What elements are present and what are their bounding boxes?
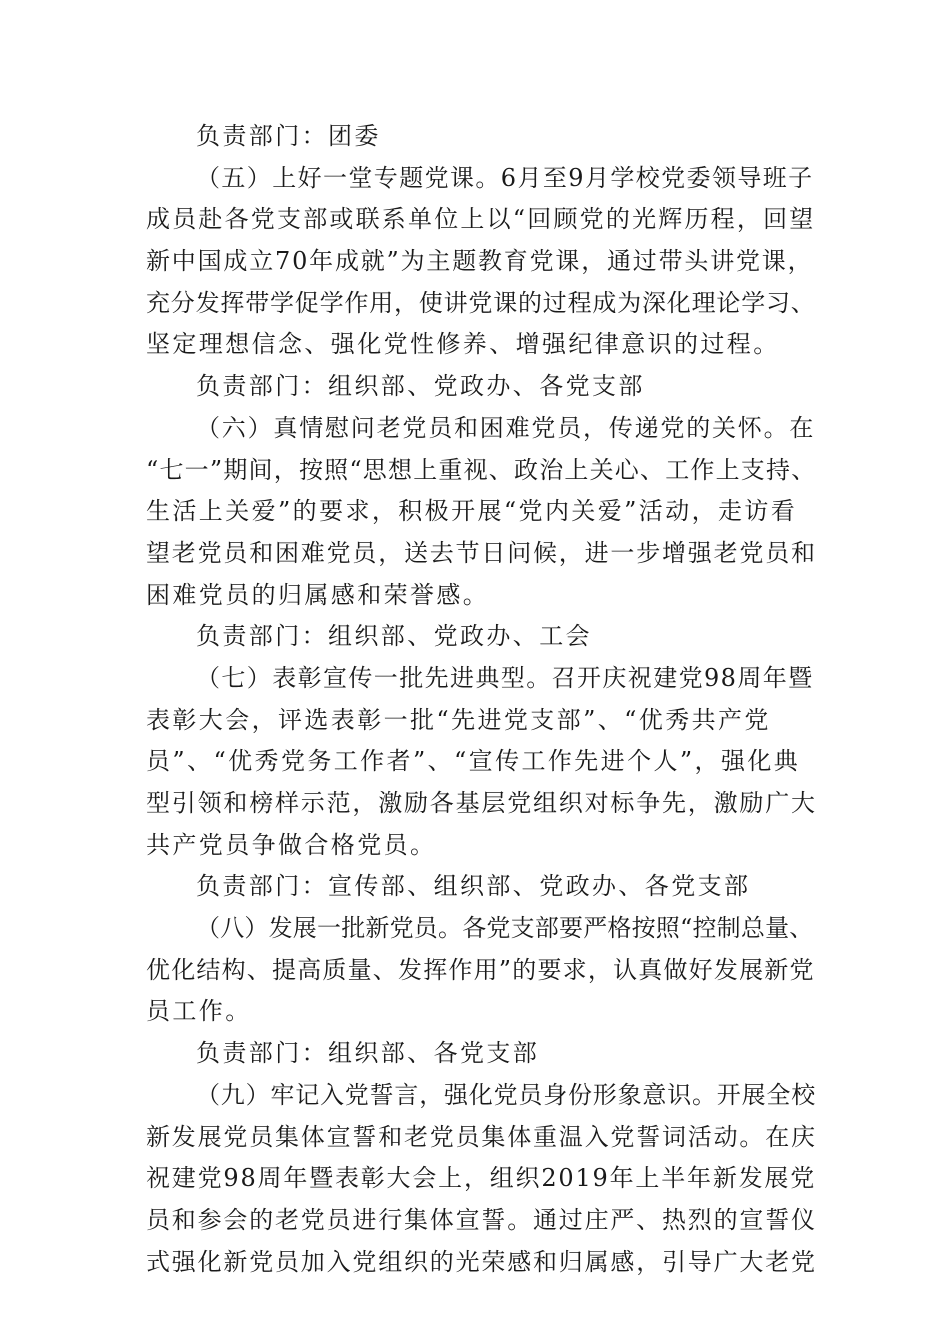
paragraph-line: 困难党员的归属感和荣誉感。 <box>146 580 490 609</box>
paragraph-line: 新发展党员集体宣誓和老党员集体重温入党誓词活动。在庆 <box>146 1122 817 1151</box>
document-body <box>146 116 818 1283</box>
paragraph-line: 员”、“优秀党务工作者”、“宣传工作先进个人”，强化典 <box>146 747 801 776</box>
paragraph-5-heading-line: （五）上好一堂专题党课。6月至9月学校党委领导班子 <box>196 163 814 192</box>
paragraph-line: 祝建党98周年暨表彰大会上，组织2019年上半年新发展党 <box>146 1164 817 1193</box>
paragraph-line: 望老党员和困难党员，送去节日问候，进一步增强老党员和 <box>146 538 817 567</box>
responsible-dept-line: 负责部门：组织部、各党支部 <box>196 1039 540 1068</box>
paragraph-line: 生活上关爱”的要求，积极开展“党内关爱”活动，走访看 <box>146 497 798 526</box>
responsible-dept-line: 负责部门：宣传部、组织部、党政办、各党支部 <box>196 872 751 901</box>
paragraph-line: 充分发挥带学促学作用，使讲党课的过程成为深化理论学习、 <box>146 288 816 317</box>
paragraph-line: 优化结构、提高质量、发挥作用”的要求，认真做好发展新党 <box>146 955 815 984</box>
responsible-dept-line: 负责部门：组织部、党政办、各党支部 <box>196 372 645 401</box>
paragraph-9-heading-line: （九）牢记入党誓言，强化党员身份形象意识。开展全校 <box>196 1080 816 1109</box>
paragraph-line: 成员赴各党支部或联系单位上以“回顾党的光辉历程，回望 <box>146 205 816 234</box>
paragraph-line: 表彰大会，评选表彰一批“先进党支部”、“优秀共产党 <box>146 705 771 734</box>
paragraph-line: 新中国成立70年成就”为主题教育党课，通过带头讲党课， <box>146 247 814 276</box>
paragraph-line: 式强化新党员加入党组织的光荣感和归属感，引导广大老党 <box>146 1247 817 1276</box>
paragraph-line: 共产党员争做合格党员。 <box>146 830 437 859</box>
paragraph-line: 员工作。 <box>146 997 252 1026</box>
paragraph-line: “七一”期间，按照“思想上重视、政治上关心、工作上支持、 <box>146 455 817 484</box>
paragraph-line: 员和参会的老党员进行集体宣誓。通过庄严、热烈的宣誓仪 <box>146 1205 817 1234</box>
paragraph-line: 坚定理想信念、强化党性修养、增强纪律意识的过程。 <box>146 330 780 359</box>
paragraph-6-heading-line: （六）真情慰问老党员和困难党员，传递党的关怀。在 <box>196 413 816 442</box>
paragraph-line: 型引领和榜样示范，激励各基层党组织对标争先，激励广大 <box>146 789 817 817</box>
paragraph-7-heading-line: （七）表彰宣传一批先进典型。召开庆祝建党98周年暨 <box>196 663 814 692</box>
responsible-dept-line: 负责部门：组织部、党政办、工会 <box>196 622 592 651</box>
responsible-dept-line: 负责部门：团委 <box>196 122 381 150</box>
paragraph-8-heading-line: （八）发展一批新党员。各党支部要严格按照“控制总量、 <box>196 914 814 943</box>
